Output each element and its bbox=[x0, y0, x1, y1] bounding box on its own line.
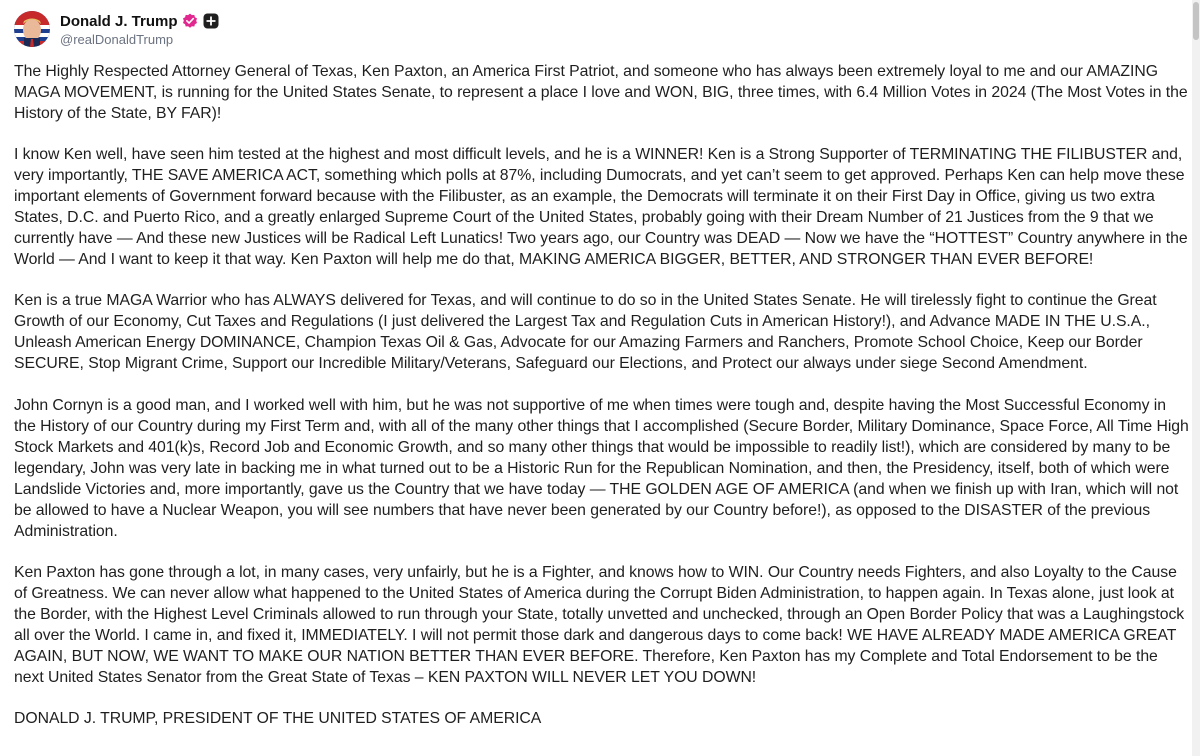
post-paragraph: Ken Paxton has gone through a lot, in many cases, very unfairly, but he is a Fighter, and knows how to WIN. Our Country needs Fighters, and also Loyalty to the Cause of Greatness. We can never allow what happened to the United States of America during the Corrupt Biden Administration, to happen again. In Texas alone, just look at the Border, with the Highest Level Criminals allowed to run through your State, totally unvetted and unchecked, through an Open Border Policy that was a Laughingstock all over the World. I came in, and fixed it, IMMEDIATELY. I will not permit those dark and dangerous days to come back! WE HAVE ALREADY MADE AMERICA GREAT AGAIN, BUT NOW, WE WANT TO MAKE OUR NATION BETTER THAN EVER BEFORE. Therefore, Ken Paxton has my Complete and Total Endorsement to be the next United States Senator from the Great State of Texas – KEN PAXTON WILL NEVER LET YOU DOWN! bbox=[14, 563, 1185, 686]
author-display-name[interactable]: Donald J. Trump bbox=[60, 12, 178, 30]
post-header bbox=[14, 10, 219, 48]
post-signature: DONALD J. TRUMP, PRESIDENT OF THE UNITED STATES OF AMERICA bbox=[14, 709, 542, 727]
author-name-row bbox=[60, 11, 219, 31]
post-paragraph: I know Ken well, have seen him tested at the highest and most difficult levels, and he is a WINNER! Ken is a Strong Supporter of TERMINATING THE FILIBUSTER and, very importantly, THE SAVE AMERICA ACT, something which polls at 87%, including Dumocrats, and yet can’t seem to get approved. Perhaps Ken can help move these important elements of Government forward because with the Filibuster, as an example, the Democrats will terminate it on their First Day in Office, giving us two extra States, D.C. and Puerto Rico, and a greatly enlarged Supreme Court of the United States, probably going with their Dream Number of 21 Justices from the 9 that we currently have — And these new Justices will be Radical Left Lunatics! Two years ago, our Country was DEAD — Now we have the “HOTTEST” Country anywhere in the World — And I want to keep it that way. Ken Paxton will help me do that, MAKING AMERICA BIGGER, BETTER, AND STRONGER THAN EVER BEFORE! bbox=[14, 146, 1188, 269]
post-paragraph: John Cornyn is a good man, and I worked well with him, but he was not supportive of me when times were tough and, despite having the Most Successful Economy in the History of our Country during my First Term and, with all of the many other things that I accomplished (Secure Border, Military Dominance, Space Force, All Time High Stock Markets and 401(k)s, Record Job and Economic Growth, and so many other things that would be impossible to readily list!), which are considered by many to be legendary, John was very late in backing me in what turned out to be a Historic Run for the Republican Nomination, and then, the Presidency, itself, both of which were Landslide Victories and, more importantly, gave us the Country that we have today — THE GOLDEN AGE OF AMERICA (and when we finish up with Iran, which will not be allowed to have a Nuclear Weapon, you will see numbers that have never been generated by our Country before!), as opposed to the DISASTER of the previous Administration. bbox=[14, 396, 1189, 540]
avatar[interactable] bbox=[14, 11, 50, 47]
post-paragraph: Ken is a true MAGA Warrior who has ALWAYS delivered for Texas, and will continue to do so in the United States Senate. He will tirelessly fight to continue the Great Growth of our Economy, Cut Taxes and Regulations (I just delivered the Largest Tax and Regulation Cuts in American History!), and Advance MADE IN THE U.S.A., Unleash American Energy DOMINANCE, Champion Texas Oil & Gas, Advocate for our Amazing Farmers and Ranchers, Promote School Choice, Keep our Border SECURE, Stop Migrant Crime, Support our Incredible Military/Veterans, Safeguard our Elections, and Protect our always under siege Second Amendment. bbox=[14, 292, 1157, 373]
vertical-scrollbar[interactable] bbox=[1192, 0, 1200, 756]
post-body bbox=[14, 61, 1189, 749]
author-handle[interactable]: @realDonaldTrump bbox=[60, 32, 174, 47]
verified-badge-icon bbox=[182, 13, 198, 29]
author-info bbox=[60, 11, 219, 47]
post-paragraph: The Highly Respected Attorney General of Texas, Ken Paxton, an America First Patriot, and someone who has always been extremely loyal to me and our AMAZING MAGA MOVEMENT, is running for the United States Senate, to represent a place I love and WON, BIG, three times, with 6.4 Million Votes in 2024 (The Most Votes in the History of the State, BY FAR)! bbox=[14, 63, 1188, 122]
scrollbar-thumb[interactable] bbox=[1193, 2, 1199, 40]
plus-square-icon[interactable] bbox=[203, 13, 219, 29]
